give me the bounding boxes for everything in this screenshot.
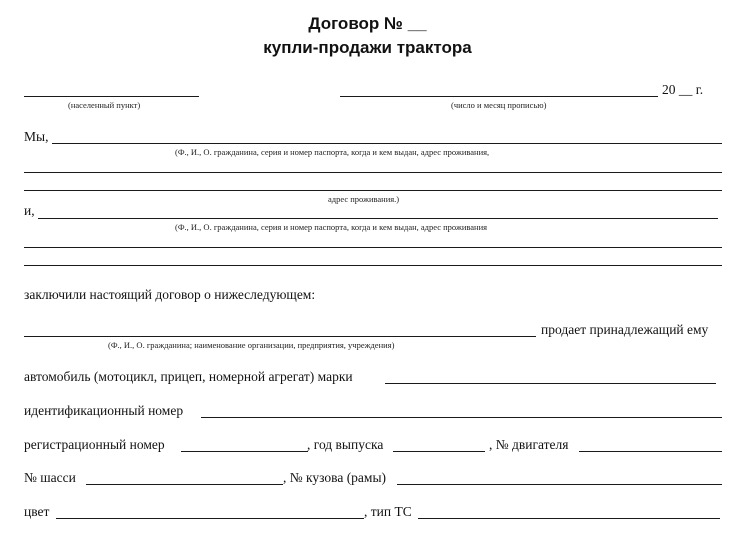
color-label: цвет — [24, 504, 50, 519]
chassis-label: № шасси — [24, 470, 76, 485]
year-line[interactable] — [393, 451, 485, 452]
vehicle-make-line[interactable] — [385, 383, 716, 384]
engine-label: , № двигателя — [489, 437, 569, 452]
agreement-text: заключили настоящий договор о нижеследующем: — [24, 287, 316, 302]
address-caption: адрес проживания.) — [328, 194, 400, 204]
type-line[interactable] — [418, 518, 720, 519]
vin-label: идентификационный номер — [24, 403, 184, 418]
place-caption: (населенный пункт) — [68, 100, 141, 110]
sells-text: продает принадлежащий ему — [541, 322, 709, 337]
party2-line-3[interactable] — [24, 265, 722, 266]
party1-line-3[interactable] — [24, 190, 722, 191]
year-text: 20 __ г. — [662, 82, 704, 97]
party1-caption: (Ф., И., О. гражданина, серия и номер паспорта, когда и кем выдан, адрес проживания, — [175, 147, 490, 157]
seller-line[interactable] — [24, 336, 536, 337]
color-line[interactable] — [56, 518, 364, 519]
document-subtitle: купли-продажи трактора — [263, 38, 472, 57]
place-line[interactable] — [24, 96, 199, 97]
year-label: , год выпуска — [307, 437, 384, 452]
vin-line[interactable] — [201, 417, 722, 418]
party2-line[interactable] — [38, 218, 718, 219]
date-caption: (число и месяц прописью) — [451, 100, 547, 110]
party1-line[interactable] — [52, 143, 722, 144]
chassis-line[interactable] — [86, 484, 283, 485]
body-line[interactable] — [397, 484, 722, 485]
body-label: , № кузова (рамы) — [283, 470, 387, 485]
reg-line[interactable] — [181, 451, 308, 452]
type-label: , тип ТС — [364, 504, 412, 519]
document-title: Договор № __ — [308, 14, 427, 33]
party1-line-2[interactable] — [24, 172, 722, 173]
seller-caption: (Ф., И., О. гражданина; наименование организации, предприятия, учреждения) — [108, 340, 395, 350]
party2-caption: (Ф., И., О. гражданина, серия и номер паспорта, когда и кем выдан, адрес проживания — [175, 222, 488, 232]
reg-label: регистрационный номер — [24, 437, 165, 452]
engine-line[interactable] — [579, 451, 722, 452]
date-line[interactable] — [340, 96, 658, 97]
party2-line-2[interactable] — [24, 247, 722, 248]
vehicle-label: автомобиль (мотоцикл, прицеп, номерной агрегат) марки — [24, 369, 353, 384]
we-label: Мы, — [24, 129, 49, 144]
and-label: и, — [24, 203, 35, 218]
